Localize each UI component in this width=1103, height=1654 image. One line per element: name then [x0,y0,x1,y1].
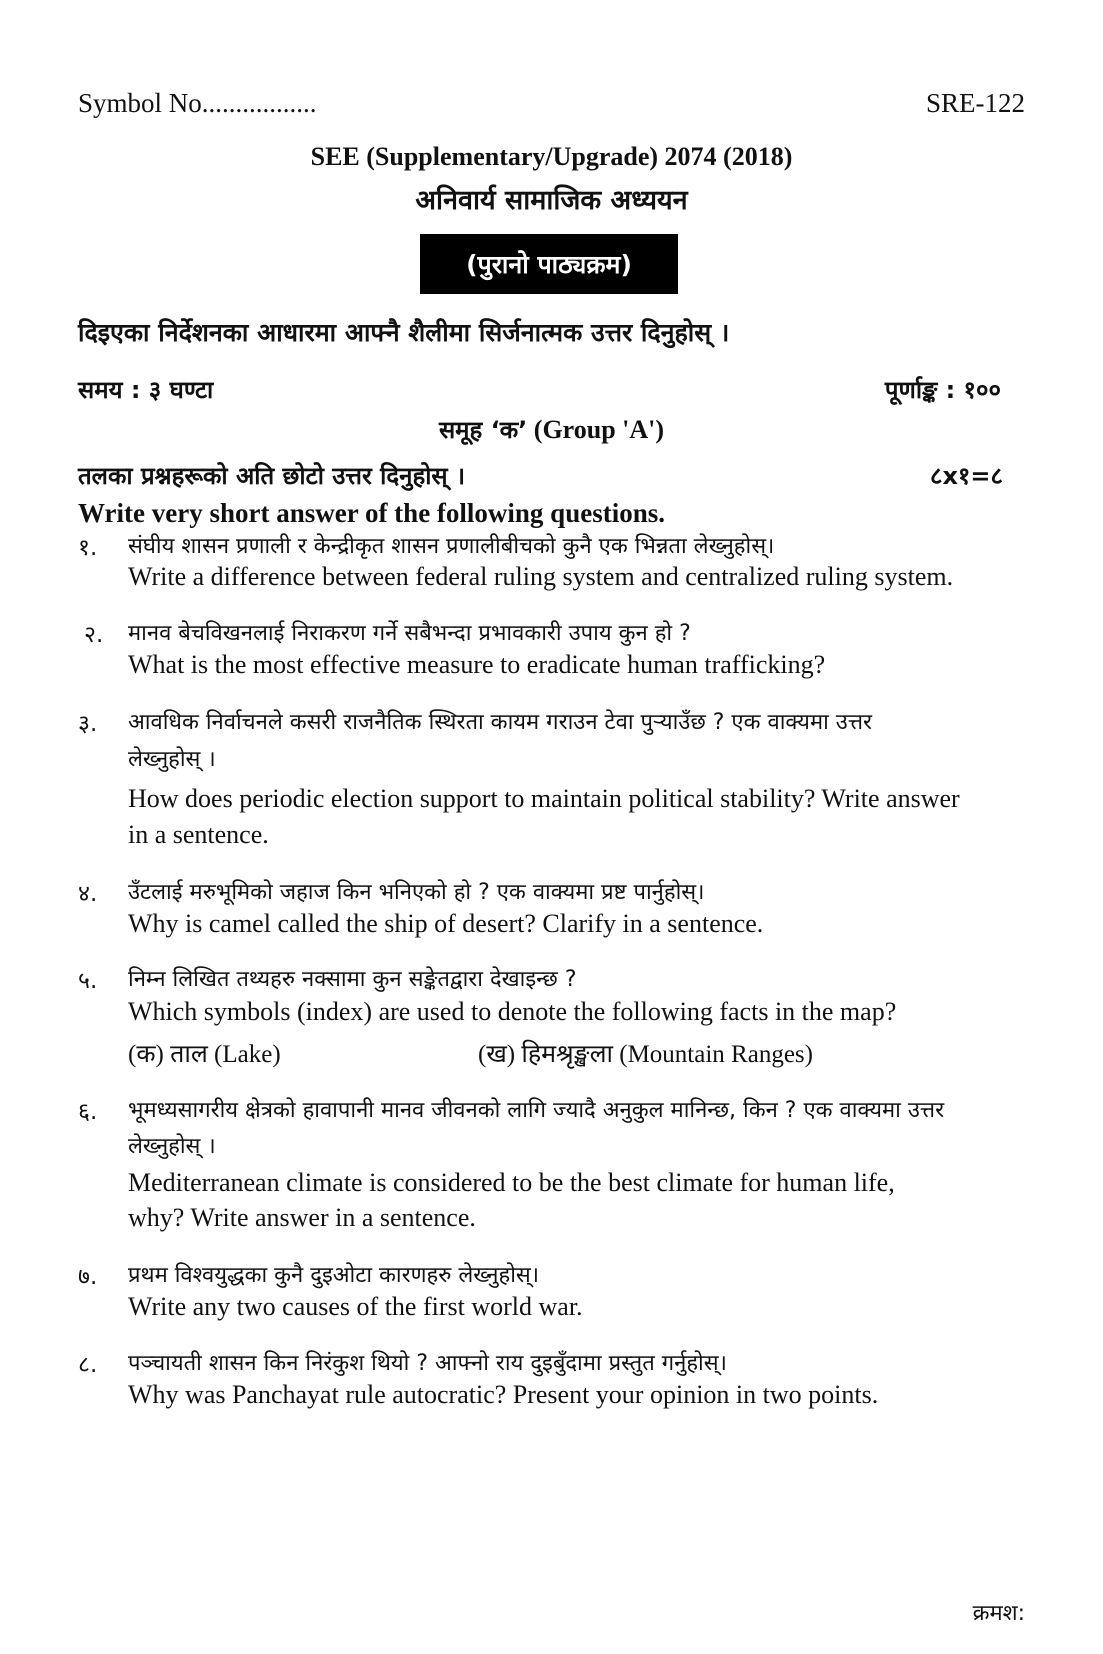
question-text-np: प्रथम विश्वयुद्धका कुनै दुइओटा कारणहरु लेख्नुहोस्। [128,1263,540,1288]
full-marks: पूर्णाङ्क : १०० [884,376,1001,404]
option-b: (ख) हिमश्रृङ्खला (Mountain Ranges) [478,1041,813,1068]
symbol-no: Symbol No................. [78,88,317,118]
paper-code: SRE-122 [925,88,1025,118]
group-title [0,413,1103,446]
curriculum-label: (पुरानो पाठ्यक्रम) [466,250,632,279]
group-title-np: समूह ‘क’ [438,416,528,444]
question-number: ६. [78,1099,98,1125]
question-text-np: संघीय शासन प्रणाली र केन्द्रीकृत शासन प्रणालीबीचको कुनै एक भिन्नता लेख्नुहोस्। [128,534,775,559]
question-text-en: Which symbols (index) are used to denote the following facts in the map? [128,997,897,1026]
question-number: १. [78,535,98,561]
group-title-en: (Group 'A') [533,415,665,444]
continued-label: क्रमश: [972,1601,1025,1626]
question-text-np: पञ्चायती शासन किन निरंकुश थियो ? आफ्नो राय दुइबुँदामा प्रस्तुत गर्नुहोस्। [128,1351,727,1376]
option-a: (क) ताल (Lake) [128,1041,281,1068]
question-text-en: How does periodic election support to maintain political stability? Write answer [128,784,960,813]
question-text-en: Write a difference between federal ruling system and centralized ruling system. [128,562,954,591]
question-text-np: निम्न लिखित तथ्यहरु नक्सामा कुन सङ्केतद्वारा देखाइन्छ ? [128,967,577,992]
general-instruction: दिइएका निर्देशनका आधारमा आफ्नै शैलीमा सिर्जनात्मक उत्तर दिनुहोस् । [78,318,730,347]
group-instruction-np: तलका प्रश्नहरूको अति छोटो उत्तर दिनुहोस् । [78,462,466,490]
time-allowed: समय : ३ घण्टा [78,376,214,404]
question-text-np-cont: लेख्नुहोस् । [128,747,216,772]
question-number: २. [84,622,104,648]
curriculum-badge [420,234,678,294]
question-text-np-cont: लेख्नुहोस् । [128,1134,216,1159]
subject-title: अनिवार्य सामाजिक अध्ययन [415,185,688,216]
question-number: ५. [78,968,98,994]
question-text-en: Why is camel called the ship of desert? Clarify in a sentence. [128,909,764,938]
question-text-en: What is the most effective measure to eradicate human trafficking? [128,650,826,679]
question-text-en-cont: why? Write answer in a sentence. [128,1203,476,1232]
group-instruction-en: Write very short answer of the following questions. [78,498,665,528]
exam-title: SEE (Supplementary/Upgrade) 2074 (2018) [310,142,793,171]
group-marks: ८x१=८ [929,462,1003,490]
question-text-np: उँटलाई मरुभूमिको जहाज किन भनिएको हो ? एक वाक्यमा प्रष्ट पार्नुहोस्। [128,880,705,905]
question-number: ७. [78,1264,98,1290]
question-text-np: आवधिक निर्वाचनले कसरी राजनैतिक स्थिरता कायम गराउन टेवा पुऱ्याउँछ ? एक वाक्यमा उत्तर [128,710,873,735]
question-number: ३. [78,711,98,737]
question-text-en-cont: in a sentence. [128,820,269,849]
question-text-en: Mediterranean climate is considered to be the best climate for human life, [128,1168,895,1197]
question-text-en: Write any two causes of the first world war. [128,1292,583,1321]
question-number: ४. [78,881,98,907]
question-text-np: मानव बेचविखनलाई निराकरण गर्ने सबैभन्दा प्रभावकारी उपाय कुन हो ? [128,621,691,646]
question-text-en: Why was Panchayat rule autocratic? Present your opinion in two points. [128,1380,879,1409]
question-number: ८. [78,1352,98,1378]
question-text-np: भूमध्यसागरीय क्षेत्रको हावापानी मानव जीवनको लागि ज्यादै अनुकुल मानिन्छ, किन ? एक वाक्यमा उत्तर [128,1098,945,1123]
